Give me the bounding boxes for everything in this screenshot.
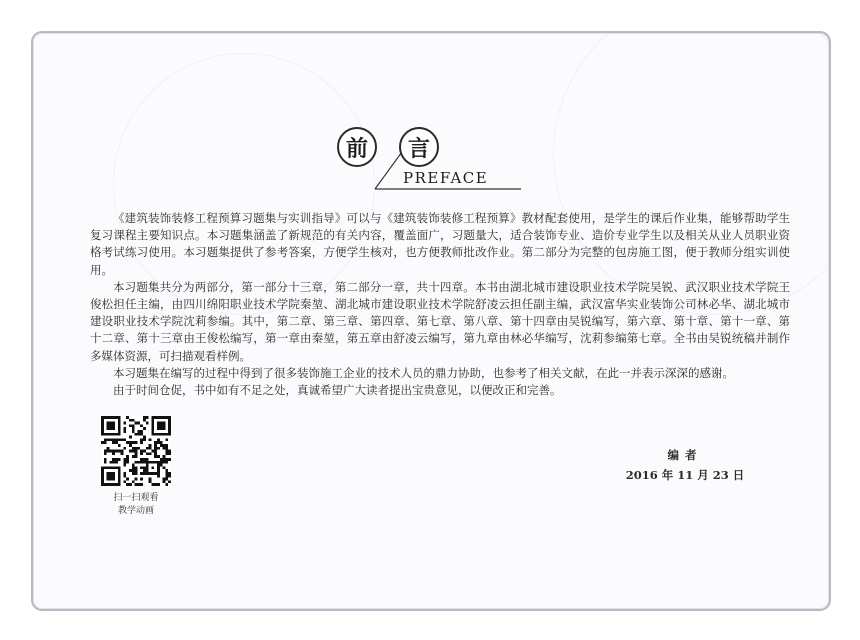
paragraph-4: 由于时间仓促，书中如有不足之处，真诚希望广大读者提出宝贵意见，以便改正和完善。 — [113, 383, 562, 398]
paragraph-3: 本习题集在编写的过程中得到了很多装饰施工企业的技术人员的鼎力协助，也参考了相关文献，在此一并表示深深的感谢。 — [113, 365, 734, 380]
preface-body — [90, 210, 790, 399]
qr-code-image[interactable] — [101, 416, 171, 486]
qr-caption — [101, 492, 171, 518]
paragraph-2: 本习题集共分为两部分，第一部分十三章，第二部分一章，共十四章。本书由湖北城市建设职业技术学院吴锐、武汉职业技术学院王俊松担任主编，由四川绵阳职业技术学院秦堃、湖北城市建设职业技术学院舒凌云担任副主编，武汉富华实业装饰公司林必华、湖北城市建设职业技术学院沈莉参编。其中，第二章、第三章、第四章、第七章、第八章、第十四章由吴锐编写，第六章、第十章、第十一章、第十二章、第十三章由王俊松编写，第一章由秦堃，第五章由舒凌云编写，第九章由林必华编写，沈莉参编第七章。全书由吴锐统稿并制作多媒体资源，可扫描观看样例。 — [90, 279, 790, 363]
heading-char-2: 言 — [399, 127, 439, 167]
heading-english: PREFACE — [403, 169, 489, 187]
signature-block — [600, 445, 770, 485]
qr-caption-line-1: 扫一扫观看 — [113, 493, 159, 503]
qr-caption-line-2: 教学动画 — [117, 506, 154, 516]
heading-char-1: 前 — [337, 127, 377, 167]
paragraph-1: 《建筑装饰装修工程预算习题集与实训指导》可以与《建筑装饰装修工程预算》教材配套使用，是学生的课后作业集，能够帮助学生复习课程主要知识点。本习题集涵盖了新规范的有关内容，覆盖面广，习题量大，适合装饰专业、造价专业学生以及相关从业人员职业资格考试练习使用。本习题集提供了参考答案，方便学生核对，也方便教师批改作业。第二部分为完整的包房施工图，便于教师分组实训使用。 — [90, 211, 790, 277]
signature-date: 2016 年 11 月 23 日 — [625, 468, 745, 482]
qr-block — [101, 416, 175, 518]
preface-heading — [337, 127, 537, 197]
signature-author: 编者 — [667, 448, 703, 462]
